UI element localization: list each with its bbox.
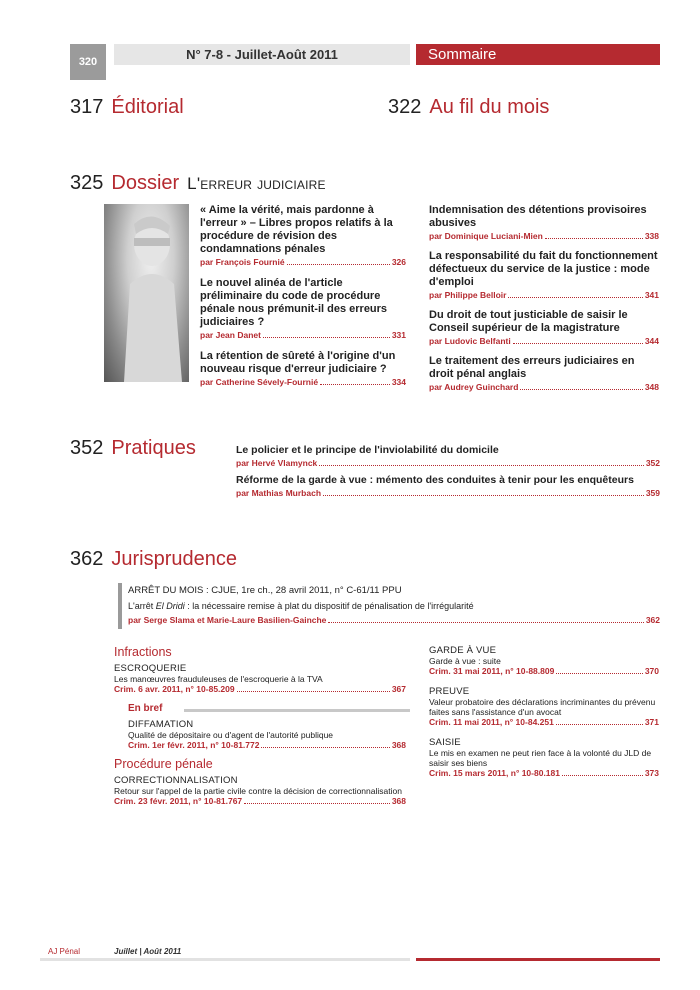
juris-item[interactable] xyxy=(429,686,659,727)
section-page: 352 xyxy=(70,437,104,459)
article-page: 352 xyxy=(645,458,660,468)
article-author: par Dominique Luciani-Mien xyxy=(429,231,543,241)
juris-page: 367 xyxy=(391,684,406,694)
category-procedure-penale: Procédure pénale xyxy=(114,757,213,771)
juris-sub: SAISIE xyxy=(429,737,461,748)
footer-date: Juillet | Août 2011 xyxy=(114,947,182,956)
arret-line: L'arrêt El Dridi : la nécessaire remise à plat du dispositif de pénalisation de l'irrégularité xyxy=(128,601,474,611)
article-title: Indemnisation des détentions provisoires abusives xyxy=(429,204,647,229)
article-author: par Jean Danet xyxy=(200,330,261,340)
en-bref-divider xyxy=(114,703,410,717)
juris-ref: Crim. 31 mai 2011, n° 10-88.809 xyxy=(429,666,555,676)
section-dossier[interactable] xyxy=(70,172,326,195)
pratiques-item[interactable] xyxy=(236,444,660,468)
leader-dots xyxy=(508,297,642,298)
article-page: 348 xyxy=(644,382,659,392)
footer-rule-left xyxy=(40,958,410,961)
article-author: par Mathias Murbach xyxy=(236,488,322,498)
article-title: Réforme de la garde à vue : mémento des conduites à tenir pour les enquêteurs xyxy=(236,474,634,486)
leader-dots xyxy=(244,803,390,804)
leader-dots xyxy=(556,673,642,674)
leader-dots xyxy=(320,384,390,385)
dossier-subtitle: L'erreur judiciaire xyxy=(187,174,326,193)
article-author: par Philippe Belloir xyxy=(429,290,507,300)
juris-desc: Retour sur l'appel de la partie civile contre la décision de correctionnalisation xyxy=(114,786,402,796)
article-author: par Ludovic Belfanti xyxy=(429,336,511,346)
section-title: Dossier xyxy=(111,172,180,194)
juris-item[interactable] xyxy=(429,645,659,676)
juris-ref: Crim. 6 avr. 2011, n° 10-85.209 xyxy=(114,684,235,694)
section-jurisprudence[interactable] xyxy=(70,548,237,571)
juris-item[interactable] xyxy=(114,663,406,694)
dossier-item[interactable] xyxy=(429,309,659,346)
leader-dots xyxy=(545,238,643,239)
arret-head: ARRÊT DU MOIS : CJUE, 1re ch., 28 avril 2011, n° C-61/11 PPU xyxy=(128,585,402,596)
en-bref-line xyxy=(184,709,410,712)
section-page: 325 xyxy=(70,172,104,194)
section-title: Au fil du mois xyxy=(429,96,550,118)
juris-page: 368 xyxy=(391,740,406,750)
section-au-fil-du-mois[interactable] xyxy=(388,96,549,119)
leader-dots xyxy=(556,724,643,725)
section-title: Pratiques xyxy=(111,437,196,459)
justice-statue-image xyxy=(104,204,189,382)
en-bref-label: En bref xyxy=(128,703,163,714)
juris-ref: Crim. 15 mars 2011, n° 10-80.181 xyxy=(429,768,560,778)
juris-desc: Valeur probatoire des déclarations incriminantes du prévenu faites sans l'assistance d'un avocat xyxy=(429,697,656,717)
arret-page: 362 xyxy=(645,615,660,625)
leader-dots xyxy=(562,775,643,776)
article-title: Du droit de tout justiciable de saisir le Conseil supérieur de la magistrature xyxy=(429,309,628,334)
article-title: Le nouvel alinéa de l'article préliminaire du code de procédure pénale nous prémunit-il des erreurs judiciaires ? xyxy=(200,277,388,328)
juris-desc: Qualité de dépositaire ou d'agent de l'autorité publique xyxy=(128,730,334,740)
dossier-item[interactable] xyxy=(200,350,406,387)
section-label: Sommaire xyxy=(416,44,660,65)
arret-bar xyxy=(118,583,122,629)
dossier-item[interactable] xyxy=(200,277,406,340)
article-author: par Catherine Sévely-Fournié xyxy=(200,377,319,387)
juris-item[interactable] xyxy=(128,719,406,750)
juris-sub: DIFFAMATION xyxy=(128,719,194,730)
leader-dots xyxy=(328,622,643,623)
juris-ref: Crim. 1er févr. 2011, n° 10-81.772 xyxy=(128,740,260,750)
section-page: 317 xyxy=(70,96,104,118)
leader-dots xyxy=(323,495,644,496)
article-page: 341 xyxy=(644,290,659,300)
article-page: 334 xyxy=(391,377,406,387)
juris-sub: GARDE À VUE xyxy=(429,645,497,656)
dossier-item[interactable] xyxy=(429,204,659,241)
pratiques-item[interactable] xyxy=(236,474,660,498)
juris-sub: CORRECTIONNALISATION xyxy=(114,775,238,786)
juris-sub: PREUVE xyxy=(429,686,470,697)
leader-dots xyxy=(520,389,642,390)
page-number: 320 xyxy=(70,44,106,80)
juris-item[interactable] xyxy=(114,775,406,806)
juris-page: 373 xyxy=(644,768,659,778)
leader-dots xyxy=(319,465,644,466)
leader-dots xyxy=(287,264,390,265)
juris-ref: Crim. 23 févr. 2011, n° 10-81.767 xyxy=(114,796,243,806)
article-page: 326 xyxy=(391,257,406,267)
article-page: 331 xyxy=(391,330,406,340)
juris-item[interactable] xyxy=(429,737,659,778)
juris-page: 370 xyxy=(644,666,659,676)
arret-du-mois[interactable] xyxy=(128,585,660,625)
article-title: Le traitement des erreurs judiciaires en droit pénal anglais xyxy=(429,355,635,380)
article-title: Le policier et le principe de l'inviolabilité du domicile xyxy=(236,444,499,456)
juris-page: 368 xyxy=(391,796,406,806)
section-title: Jurisprudence xyxy=(111,548,237,570)
section-editorial[interactable] xyxy=(70,96,184,119)
article-page: 359 xyxy=(645,488,660,498)
section-title: Éditorial xyxy=(111,96,184,118)
article-author: par François Fournié xyxy=(200,257,285,267)
leader-dots xyxy=(237,691,390,692)
juris-desc: Garde à vue : suite xyxy=(429,656,501,666)
issue-label: N° 7-8 - Juillet-Août 2011 xyxy=(114,44,410,65)
dossier-item[interactable] xyxy=(200,204,406,267)
dossier-item[interactable] xyxy=(429,355,659,392)
section-page: 362 xyxy=(70,548,104,570)
arret-author: par Serge Slama et Marie-Laure Basilien-Gainche xyxy=(128,615,327,625)
juris-page: 371 xyxy=(644,717,659,727)
leader-dots xyxy=(263,337,390,338)
juris-sub: ESCROQUERIE xyxy=(114,663,187,674)
article-title: « Aime la vérité, mais pardonne à l'erreur » – Libres propos relatifs à la procédure de révision des condamnations pénales xyxy=(200,204,393,255)
article-title: La responsabilité du fait du fonctionnement défectueux du service de la justice : mode d'emploi xyxy=(429,250,658,288)
dossier-item[interactable] xyxy=(429,250,659,300)
category-infractions: Infractions xyxy=(114,645,172,659)
article-title: La rétention de sûreté à l'origine d'un nouveau risque d'erreur judiciaire ? xyxy=(200,350,396,375)
article-page: 338 xyxy=(644,231,659,241)
section-pratiques[interactable] xyxy=(70,437,196,460)
juris-desc: Le mis en examen ne peut rien face à la volonté du JLD de saisir ses biens xyxy=(429,748,652,768)
juris-desc: Les manœuvres frauduleuses de l'escroquerie à la TVA xyxy=(114,674,323,684)
article-page: 344 xyxy=(644,336,659,346)
article-author: par Audrey Guinchard xyxy=(429,382,519,392)
leader-dots xyxy=(261,747,389,748)
article-author: par Hervé Vlamynck xyxy=(236,458,318,468)
section-page: 322 xyxy=(388,96,422,118)
footer-rule-right xyxy=(416,958,660,961)
juris-ref: Crim. 11 mai 2011, n° 10-84.251 xyxy=(429,717,554,727)
footer-journal: AJ Pénal xyxy=(48,947,81,956)
leader-dots xyxy=(513,343,643,344)
